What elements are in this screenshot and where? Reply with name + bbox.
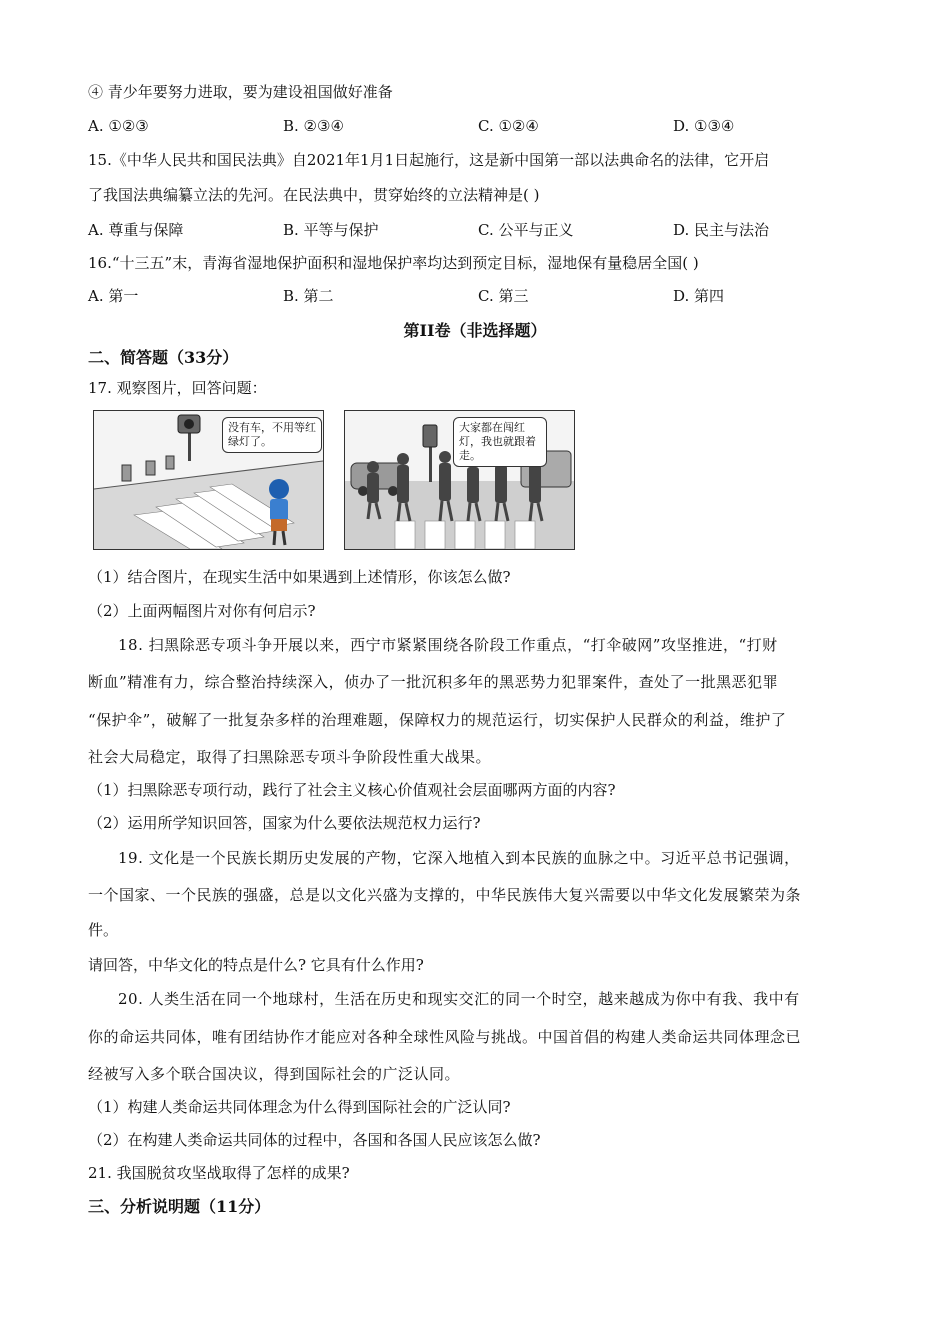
cartoon-empty-crossing (93, 410, 324, 550)
q15-stem-line1: 15.《中华人民共和国民法典》自2021年1月1日起施行，这是新中国第一部以法典命名的法律，它开启 (88, 151, 770, 169)
q15-option-a: A. 尊重与保障 (88, 221, 184, 239)
q18-line4: 社会大局稳定，取得了扫黑除恶专项斗争阶段性重大战果。 (88, 748, 492, 766)
q17-sub2: （2）上面两幅图片对你有何启示? (88, 602, 316, 620)
q19-line3: 件。 (88, 921, 119, 939)
q16-option-b: B. 第二 (283, 287, 334, 305)
q15-stem-line2: 了我国法典编纂立法的先河。在民法典中，贯穿始终的立法精神是( ) (88, 186, 540, 204)
q14-item4: ④ 青少年要努力进取，要为建设祖国做好准备 (88, 83, 393, 101)
q15-option-d: D. 民主与法治 (673, 221, 770, 239)
q14-option-d: D. ①③④ (673, 117, 735, 135)
q18-sub2: （2）运用所学知识回答，国家为什么要依法规范权力运行? (88, 814, 481, 832)
q21-stem: 21. 我国脱贫攻坚战取得了怎样的成果? (88, 1164, 350, 1182)
q20-sub1: （1）构建人类命运共同体理念为什么得到国际社会的广泛认同? (88, 1098, 511, 1116)
q15-option-b: B. 平等与保护 (283, 221, 379, 239)
q20-sub2: （2）在构建人类命运共同体的过程中，各国和各国人民应该怎么做? (88, 1131, 541, 1149)
q14-options (88, 116, 868, 136)
q16-option-d: D. 第四 (673, 287, 725, 305)
q16-options (88, 286, 868, 306)
section-analysis: 三、分析说明题（11分） (88, 1197, 271, 1216)
q14-option-a: A. ①②③ (88, 117, 149, 135)
q18-line1: 18. 扫黑除恶专项斗争开展以来，西宁市紧紧围绕各阶段工作重点，“打伞破网”攻坚推进，“打财 (118, 636, 778, 654)
cartoon-jaywalking-crowd (344, 410, 575, 550)
q18-sub1: （1）扫黑除恶专项行动，践行了社会主义核心价值观社会层面哪两方面的内容? (88, 781, 616, 799)
section-short-answer: 二、简答题（33分） (88, 348, 239, 367)
speech-bubble-2: 大家都在闯红灯，我也就跟着走。 (453, 417, 547, 467)
q16-option-a: A. 第一 (88, 287, 139, 305)
speech-bubble-1: 没有车，不用等红绿灯了。 (222, 417, 322, 453)
q14-option-b: B. ②③④ (283, 117, 344, 135)
q20-line3: 经被写入多个联合国决议，得到国际社会的广泛认同。 (88, 1065, 461, 1083)
part2-title: 第II卷（非选择题） (403, 321, 547, 340)
q17-sub1: （1）结合图片，在现实生活中如果遇到上述情形，你该怎么做? (88, 568, 511, 586)
q20-line1: 20. 人类生活在同一个地球村，生活在历史和现实交汇的同一个时空，越来越成为你中有我、我中有 (118, 990, 800, 1008)
q18-line2: 断血”精准有力，综合整治持续深入，侦办了一批沉积多年的黑恶势力犯罪案件，查处了一批黑恶犯罪 (88, 673, 779, 691)
q15-options (88, 220, 868, 240)
q19-question: 请回答，中华文化的特点是什么? 它具有什么作用? (88, 956, 424, 974)
q16-stem: 16.“十三五”末，青海省湿地保护面积和湿地保护率均达到预定目标，湿地保有量稳居全国( ) (88, 254, 699, 272)
q20-line2: 你的命运共同体，唯有团结协作才能应对各种全球性风险与挑战。中国首倡的构建人类命运共同体理念已 (88, 1028, 802, 1046)
q19-line1: 19. 文化是一个民族长期历史发展的产物，它深入地植入到本民族的血脉之中。习近平总书记强调， (118, 849, 800, 867)
q14-option-c: C. ①②④ (478, 117, 539, 135)
q18-line3: “保护伞”，破解了一批复杂多样的治理难题，保障权力的规范运行，切实保护人民群众的利益，维护了 (88, 711, 787, 729)
q17-stem: 17. 观察图片，回答问题： (88, 379, 267, 397)
q15-option-c: C. 公平与正义 (478, 221, 574, 239)
q16-option-c: C. 第三 (478, 287, 529, 305)
q19-line2: 一个国家、一个民族的强盛，总是以文化兴盛为支撑的，中华民族伟大复兴需要以中华文化发展繁荣为条 (88, 886, 802, 904)
